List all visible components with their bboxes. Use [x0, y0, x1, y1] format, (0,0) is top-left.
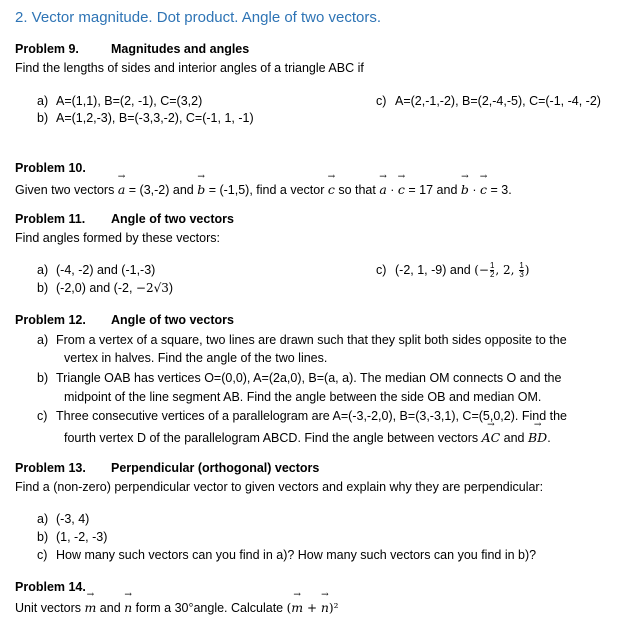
- item-label: a): [37, 512, 49, 526]
- problem-subtitle: Magnitudes and angles: [111, 42, 250, 56]
- problem-11-item-a: [37, 263, 155, 278]
- problem-12-item-a: [37, 333, 567, 348]
- item-text: and: [500, 431, 528, 445]
- item-text: .: [547, 431, 551, 445]
- fraction-numerator: 1: [489, 261, 495, 270]
- item-text: A=(2,-1,-2), B=(2,-4,-5), C=(-1, -4, -2): [395, 94, 601, 108]
- problem-subtitle: Angle of two vectors: [111, 212, 234, 226]
- vector-ac: → AC: [482, 430, 501, 445]
- text-run: so that: [334, 183, 380, 197]
- item-text: (-2, 1, -9) and: [395, 262, 475, 277]
- fraction-numerator: 1: [519, 261, 524, 270]
- problem-12-item-a-cont: vertex in halves. Find the angle of the two lines.: [64, 351, 328, 365]
- problem-14-text: [15, 600, 338, 616]
- problem-12-item-b: [37, 371, 561, 386]
- text-run: form a 30°angle. Calculate: [132, 601, 287, 615]
- item-text: A=(1,2,-3), B=(-3,3,-2), C=(-1, 1, -1): [56, 111, 254, 125]
- item-label: c): [376, 262, 387, 277]
- math-expression: (: [286, 601, 292, 615]
- vector-n: → n: [321, 600, 329, 615]
- problem-14-title: [15, 580, 86, 595]
- item-label: b): [37, 371, 49, 385]
- vector-m: → m: [291, 600, 303, 615]
- dot-operator: ·: [468, 183, 480, 197]
- text-run: = 3.: [487, 183, 512, 197]
- problem-9-item-a: [37, 94, 202, 109]
- text-run: = (-1,5), find a vector: [205, 183, 328, 197]
- item-text: Triangle OAB has vertices O=(0,0), A=(2a,0), B=(a, a). The median OM connects O and the: [56, 371, 562, 385]
- problem-9-title: [15, 42, 249, 57]
- fraction-denominator: 3: [519, 270, 524, 279]
- section-heading: 2. Vector magnitude. Dot product. Angle of two vectors.: [15, 9, 382, 26]
- problem-number: Problem 13.: [15, 461, 86, 475]
- item-label: a): [37, 333, 49, 347]
- problem-subtitle: Perpendicular (orthogonal) vectors: [111, 461, 320, 475]
- item-label: c): [376, 94, 387, 108]
- problem-9-item-b: [37, 111, 254, 126]
- item-text: fourth vertex D of the parallelogram ABCD. Find the angle between vectors: [64, 431, 482, 445]
- problem-number: Problem 9.: [15, 42, 79, 56]
- problem-13-item-c: [37, 548, 536, 563]
- problem-number: Problem 12.: [15, 313, 86, 327]
- item-label: c): [37, 548, 48, 562]
- item-text: From a vertex of a square, two lines are drawn such that they split both sides opposite to the: [56, 333, 567, 347]
- problem-13-intro: Find a (non-zero) perpendicular vector to given vectors and explain why they are perpendicular:: [15, 480, 544, 494]
- item-label: b): [37, 111, 49, 125]
- text-run: = 17 and: [404, 183, 461, 197]
- problem-9-item-c: [376, 94, 601, 109]
- item-text: (-4, -2) and (-1,-3): [56, 263, 156, 277]
- vector-b: → b: [461, 182, 469, 197]
- item-text: ): [168, 281, 174, 295]
- vector-a: → a: [118, 182, 125, 197]
- problem-number: Problem 14.: [15, 580, 86, 594]
- text-run: Unit vectors: [15, 601, 85, 615]
- dot-operator: ·: [386, 183, 398, 197]
- math-expression: (−: [474, 262, 489, 277]
- item-label: a): [37, 94, 49, 108]
- math-expression: ): [524, 262, 530, 277]
- item-text: (-3, 4): [56, 512, 90, 526]
- problem-11-title: [15, 212, 234, 227]
- vector-c: → c: [328, 182, 335, 197]
- problem-number: Problem 11.: [15, 212, 86, 226]
- item-label: c): [37, 409, 48, 423]
- problem-12-title: [15, 313, 234, 328]
- item-text: (-2,0) and (-2,: [56, 281, 136, 295]
- math-expression: +: [303, 601, 321, 615]
- problem-10-title: [15, 161, 86, 176]
- text-run: and: [96, 601, 125, 615]
- problem-10-text: [15, 182, 512, 198]
- item-text: (1, -2, -3): [56, 530, 108, 544]
- math-expression: , 2,: [495, 262, 519, 277]
- problem-13-item-b: [37, 530, 107, 545]
- text-run: Given two vectors: [15, 183, 118, 197]
- problem-subtitle: Angle of two vectors: [111, 313, 234, 327]
- problem-number: Problem 10.: [15, 161, 86, 175]
- problem-12-item-b-cont: midpoint of the line segment AB. Find the angle between the side OB and median OM.: [64, 390, 542, 404]
- vector-c: → c: [480, 182, 487, 197]
- vector-a: → a: [379, 182, 386, 197]
- vector-c: → c: [398, 182, 405, 197]
- item-text: A=(1,1), B=(2, -1), C=(3,2): [56, 94, 203, 108]
- item-label: b): [37, 281, 49, 295]
- problem-9-intro: Find the lengths of sides and interior angles of a triangle ABC if: [15, 61, 364, 75]
- math-expression: −2√3: [135, 281, 169, 295]
- text-run: = (3,-2) and: [125, 183, 198, 197]
- problem-13-title: [15, 461, 319, 476]
- problem-11-item-c: [376, 262, 529, 279]
- math-expression: )²: [328, 601, 339, 615]
- item-label: b): [37, 530, 49, 544]
- problem-12-item-c-cont: [64, 430, 551, 446]
- item-text: How many such vectors can you find in a)? How many such vectors can you find in b)?: [56, 548, 537, 562]
- vector-n: → n: [124, 600, 132, 615]
- item-label: a): [37, 263, 49, 277]
- vector-m: → m: [84, 600, 96, 615]
- item-text: Three consecutive vertices of a parallelogram are A=(-3,-2,0), B=(3,-3,1), C=(5,0,2). Find the: [56, 409, 567, 423]
- vector-b: → b: [197, 182, 205, 197]
- problem-11-intro: Find angles formed by these vectors:: [15, 231, 220, 245]
- fraction: [490, 262, 494, 279]
- fraction-denominator: 2: [489, 270, 495, 279]
- problem-11-item-b: [37, 281, 173, 296]
- vector-bd: → BD: [528, 430, 547, 445]
- problem-13-item-a: [37, 512, 89, 527]
- fraction: [519, 262, 523, 279]
